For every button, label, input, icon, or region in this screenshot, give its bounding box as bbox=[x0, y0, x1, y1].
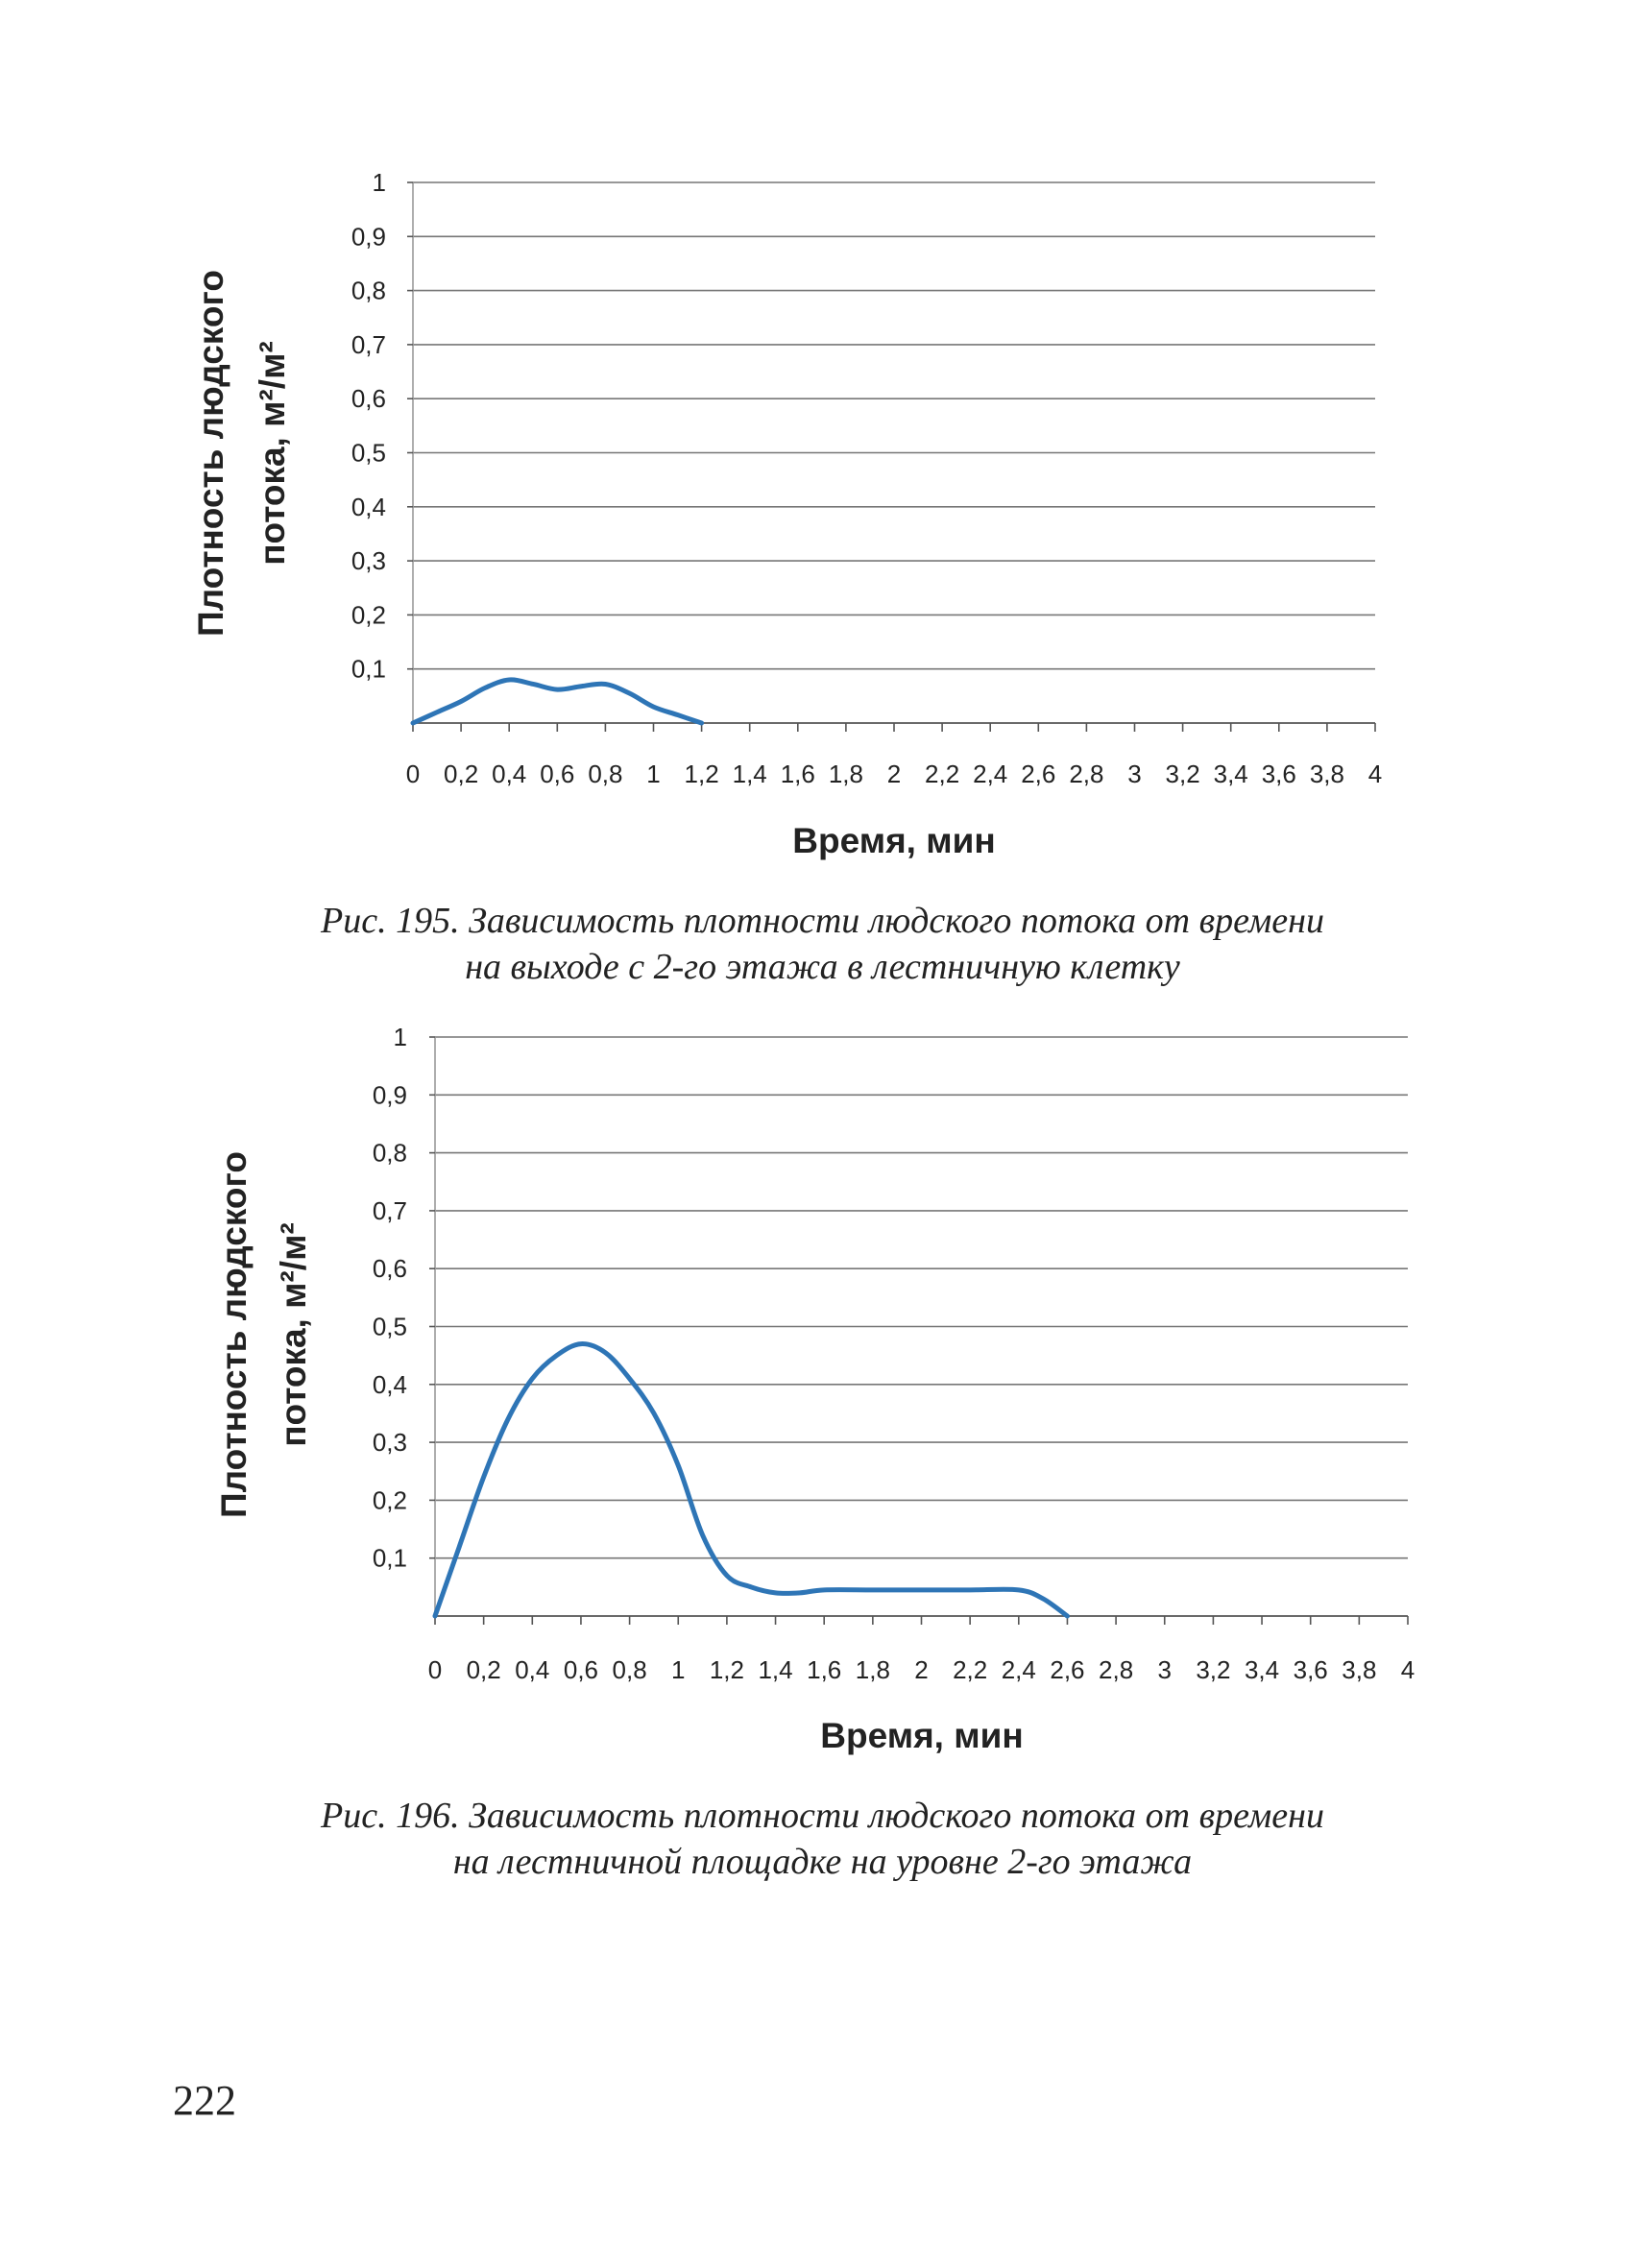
x-tick-label: 0,8 bbox=[612, 1655, 647, 1684]
caption-196 bbox=[0, 1793, 1645, 1885]
y-tick-label: 0,8 bbox=[372, 1138, 407, 1168]
y-tick-label: 0,6 bbox=[372, 1254, 407, 1284]
y-axis-title-line-1: Плотность людского bbox=[191, 270, 230, 637]
page-number: 222 bbox=[173, 2077, 236, 2124]
x-tick-label: 1,8 bbox=[855, 1655, 890, 1684]
y-tick-label: 0,9 bbox=[351, 222, 386, 252]
x-tick-label: 3,8 bbox=[1309, 760, 1344, 788]
x-tick-label: 0,8 bbox=[588, 760, 623, 788]
y-tick-label: 0,9 bbox=[372, 1080, 407, 1110]
x-tick-label: 3,6 bbox=[1261, 760, 1296, 788]
series-line bbox=[413, 680, 702, 723]
y-tick-label: 0,6 bbox=[351, 384, 386, 414]
y-tick-label: 0,1 bbox=[372, 1543, 407, 1573]
x-tick-label: 3,2 bbox=[1196, 1655, 1231, 1684]
x-tick-label: 3 bbox=[1127, 760, 1142, 788]
x-tick-label: 1,4 bbox=[732, 760, 767, 788]
x-tick-label: 1 bbox=[671, 1655, 686, 1684]
y-tick-label: 0,2 bbox=[351, 600, 386, 630]
chart-196 bbox=[0, 999, 1645, 1834]
x-tick-label: 2,8 bbox=[1069, 760, 1104, 788]
y-tick-label: 0,4 bbox=[372, 1369, 407, 1399]
x-tick-label: 0,4 bbox=[515, 1655, 550, 1684]
y-tick-label: 0,3 bbox=[351, 546, 386, 576]
x-tick-label: 3,6 bbox=[1293, 1655, 1328, 1684]
y-tick-label: 1 bbox=[372, 168, 386, 197]
caption-195-line-1: Рис. 195. Зависимость плотности людского потока от времени bbox=[321, 901, 1324, 941]
caption-196-line-2: на лестничной площадке на уровне 2-го этажа bbox=[452, 1842, 1193, 1882]
y-tick-label: 0,5 bbox=[351, 438, 386, 468]
y-axis-title-line-2: потока, м²/м² bbox=[274, 1222, 313, 1447]
y-tick-label: 0,2 bbox=[372, 1485, 407, 1515]
x-tick-label: 2,4 bbox=[1001, 1655, 1036, 1684]
caption-196-line-1: Рис. 196. Зависимость плотности людского потока от времени bbox=[321, 1796, 1324, 1836]
y-axis-title-line-1: Плотность людского bbox=[214, 1151, 254, 1518]
y-tick-label: 0,7 bbox=[372, 1195, 407, 1225]
y-tick-label: 0,4 bbox=[351, 492, 386, 521]
x-tick-label: 0,6 bbox=[540, 760, 575, 788]
x-tick-label: 0,2 bbox=[466, 1655, 501, 1684]
x-tick-label: 3,8 bbox=[1342, 1655, 1377, 1684]
x-tick-label: 2 bbox=[914, 1655, 929, 1684]
x-tick-label: 0 bbox=[405, 760, 421, 788]
y-tick-label: 0,1 bbox=[351, 654, 386, 684]
x-tick-label: 4 bbox=[1400, 1655, 1415, 1684]
x-tick-label: 2,2 bbox=[953, 1655, 988, 1684]
x-tick-label: 1 bbox=[646, 760, 661, 788]
x-tick-label: 1,8 bbox=[828, 760, 863, 788]
chart-195 bbox=[0, 144, 1645, 912]
x-tick-label: 2 bbox=[886, 760, 902, 788]
chart-195-svg bbox=[0, 144, 1645, 912]
y-tick-label: 1 bbox=[393, 1023, 407, 1051]
x-tick-label: 2,6 bbox=[1050, 1655, 1085, 1684]
caption-195 bbox=[0, 898, 1645, 990]
x-tick-label: 3,4 bbox=[1213, 760, 1248, 788]
x-tick-label: 2,8 bbox=[1099, 1655, 1134, 1684]
x-tick-label: 1,2 bbox=[709, 1655, 744, 1684]
x-tick-label: 0,2 bbox=[444, 760, 479, 788]
x-tick-label: 1,6 bbox=[780, 760, 815, 788]
caption-195-line-2: на выходе с 2-го этажа в лестничную клетку bbox=[465, 947, 1180, 987]
x-tick-label: 1,2 bbox=[684, 760, 719, 788]
x-tick-label: 3,2 bbox=[1165, 760, 1200, 788]
x-tick-label: 1,4 bbox=[758, 1655, 793, 1684]
y-axis-title-line-2: потока, м²/м² bbox=[253, 341, 292, 566]
x-tick-label: 1,6 bbox=[807, 1655, 842, 1684]
x-tick-label: 3 bbox=[1157, 1655, 1172, 1684]
x-tick-label: 2,2 bbox=[925, 760, 960, 788]
x-axis-title: Время, мин bbox=[820, 1716, 1024, 1755]
x-tick-label: 4 bbox=[1367, 760, 1383, 788]
x-tick-label: 0,6 bbox=[563, 1655, 599, 1684]
y-tick-label: 0,8 bbox=[351, 276, 386, 305]
y-tick-label: 0,5 bbox=[372, 1312, 407, 1341]
x-tick-label: 0 bbox=[427, 1655, 443, 1684]
x-tick-label: 2,6 bbox=[1021, 760, 1056, 788]
x-tick-label: 3,4 bbox=[1244, 1655, 1280, 1684]
x-axis-title: Время, мин bbox=[792, 821, 996, 860]
y-tick-label: 0,3 bbox=[372, 1428, 407, 1458]
y-tick-label: 0,7 bbox=[351, 329, 386, 359]
chart-196-svg bbox=[0, 999, 1645, 1834]
x-tick-label: 0,4 bbox=[492, 760, 527, 788]
x-tick-label: 2,4 bbox=[973, 760, 1008, 788]
